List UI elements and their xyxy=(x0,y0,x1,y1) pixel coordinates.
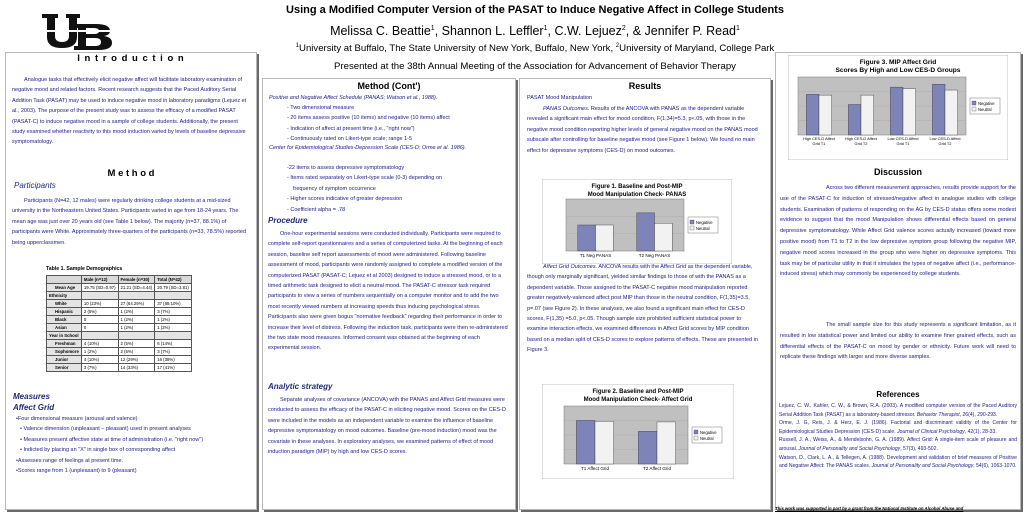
category-label: T1 Neg PANAS xyxy=(579,253,612,258)
references-list xyxy=(779,402,1017,471)
bar-negative xyxy=(932,84,945,135)
reference-journal: Journal of Clinical Psychology xyxy=(897,428,965,435)
table-cell xyxy=(155,292,192,300)
list-item: • Measures present affective state at time of administration (i.e. "right now") xyxy=(20,436,204,443)
category-label: High CES-D Affect xyxy=(803,136,835,141)
reference-text: , 42(1), 28-33. xyxy=(964,428,997,435)
author-sup: 1 xyxy=(736,24,740,32)
table-row-label: Ethnicity xyxy=(47,292,82,300)
figure-1-chart xyxy=(542,179,732,264)
affect-outcomes-label: Affect Grid Outcomes. xyxy=(543,264,598,270)
introduction-heading: I n t r o d u c t i o n xyxy=(77,53,185,64)
table-cell: 3 (7%) xyxy=(155,308,192,316)
table-row xyxy=(47,332,192,340)
table-cell: 4 (10%) xyxy=(81,356,118,364)
table-row xyxy=(47,340,192,348)
table-row-label: Freshman xyxy=(47,340,82,348)
list-item: - Coefficient alpha = .78 xyxy=(287,206,346,213)
category-label: Grid T2 xyxy=(854,141,868,147)
legend-label: Negative xyxy=(700,430,717,435)
affect-grid-heading: Affect Grid xyxy=(13,403,55,412)
list-item: •Four dimensional measure (arousal and valence) xyxy=(16,416,138,422)
table-row xyxy=(47,308,192,316)
meeting-line: Presented at the 38th Annual Meeting of the Association for Advancement of Behavior Therapy xyxy=(334,61,736,72)
demographics-table xyxy=(46,275,192,372)
bar-negative xyxy=(806,94,819,135)
procedure-text: One-hour experimental sessions were conducted individually. Participants were required to complete self-report questionnaires and a series of computerized tasks. At the beginning of each session, baseline self report assessments of mood were administered. Following baseline assessment of mood, participants were randomly assigned to complete a modified version of the computerized PASAT (PASAT-C; Lejuez et al 2003) designed to induce a stressed mood, or to a timed arithmetic task designed to elicit a neutral mood. The PASAT-C stressor task required participants to view a series of numbers sequentially on a computer monitor and to add the two most recently viewed numbers at increasing speeds thus inducing psychological stress. Participants also were given bogus "normative feedback" regarding their performance in order to increase their level of distress. Following the induction task, participants were then re-administered the two state mood measures. Informed consent was obtained at the beginning of each experimental session. xyxy=(268,231,508,352)
table-row-label: Senior xyxy=(47,364,82,372)
list-item: frequency of symptom occurrence xyxy=(293,185,376,192)
legend-swatch xyxy=(972,101,976,105)
bar-negative xyxy=(638,431,657,464)
author-name: Jennifer P. Read xyxy=(644,24,737,38)
author-sup: 1 xyxy=(430,24,435,32)
table-header-cell: Female (n=30) xyxy=(118,276,155,284)
ub-logo-icon xyxy=(38,10,114,50)
measures-heading: Measures xyxy=(13,392,50,401)
bar-neutral xyxy=(861,95,874,135)
author-sup: 2 xyxy=(621,24,626,32)
table-cell: 14 (33%) xyxy=(118,364,155,372)
figure-3-chart xyxy=(788,55,1008,160)
table-cell: 10 (23%) xyxy=(81,300,118,308)
analytic-heading: Analytic strategy xyxy=(268,382,333,391)
intro-method-panel xyxy=(5,52,257,510)
list-item: •Assesses range of feelings at present time. xyxy=(16,457,124,464)
figure-3 xyxy=(788,55,1008,160)
results-panel xyxy=(519,78,771,510)
reference-text: , 26(4), 290-293. xyxy=(959,411,998,418)
chart-title: Mood Manipulation Check- Affect Grid xyxy=(583,397,693,403)
legend-label: Negative xyxy=(696,220,713,225)
category-label: T1 Affect Grid xyxy=(581,466,609,471)
legend-swatch xyxy=(690,226,694,230)
bar-negative xyxy=(848,105,861,135)
table-cell: 0 xyxy=(81,324,118,332)
table-title: Table 1. Sample Demographics xyxy=(46,266,123,272)
bar-neutral xyxy=(595,421,614,464)
reference-text: , 57(3), 493-502. xyxy=(900,445,938,452)
table-row-label: Year in School xyxy=(47,332,82,340)
table-cell: 2 (5%) xyxy=(81,308,118,316)
table-cell: 20.79 (SD=3.81) xyxy=(155,284,192,292)
reference-journal: Journal of Personality and Social Psychology xyxy=(871,463,974,470)
table-cell: 6 (14%) xyxy=(155,340,192,348)
category-label: High CES-D Affect xyxy=(845,136,877,141)
legend-label: Negative xyxy=(978,101,995,106)
authors-line: Melissa C. Beattie$^1$, Shannon L. Leffler$^1$, C.W. Lejuez$^2$, & Jennifer P. Read$^1$ xyxy=(330,24,740,38)
panas-outcomes-text xyxy=(527,104,763,156)
table-header-cell: Male (n=12) xyxy=(81,276,118,284)
table-cell: 1 (2%) xyxy=(118,324,155,332)
category-label: Grid T1 xyxy=(896,141,910,147)
table-cell: 2 (5%) xyxy=(118,348,155,356)
table-cell xyxy=(81,292,118,300)
table-cell: 1 (2%) xyxy=(155,316,192,324)
bar-negative xyxy=(890,87,903,135)
introduction-text: Analogue tasks that effectively elicit negative affect will facilitate laboratory examination of negative mood and related factors. Recent research suggests that the Paced Auditory Serial Addition Task (PASAT) may be used to induce negative mood in laboratory paradigms (Lejuez et al., 2003). The purpose of the present study was to assess the efficacy of a modified PASAT (PASAT-C) to induce negative mood in a sample of college students. Additionally, the present study examined whether reactivity to this mood induction varied by levels of baseline depressive symptomatology. xyxy=(12,77,247,146)
reference-journal: Behavior Therapist xyxy=(916,411,960,418)
list-item: - 20 items assess positive (10 items) and negative (10 items) affect xyxy=(287,115,450,122)
method-cont-heading: Method (Cont') xyxy=(357,81,421,91)
ub-logo xyxy=(38,10,114,50)
bar-neutral xyxy=(903,89,916,135)
participants-text: Participants (N=42, 12 males) were regularly drinking college students at a mid-sized university in the Northeastern United States. Participants varied in age from 18-24 years. The mean age was just over 20 years old (see Table 1 below). The majority (n=37, 88.1%) of participants were White. Approximately three-quarters of the participants (n=33, 78.5%) reported being upperclassmen. xyxy=(12,198,247,246)
list-item: • Indicted by placing an "X" in single box of corresponding affect xyxy=(20,447,176,454)
author-name: C.W. Lejuez xyxy=(554,24,622,38)
funding-note: This work was supported in part by a grant from the National Institute on Alcohol Abuse and xyxy=(775,506,964,511)
reference-text: Watson, D., Clark, L. A., & Tellegen, A. (1988). Development and validation of brief measures of Positive and Negative Affect: The PANAS scales. xyxy=(779,454,1017,470)
category-label: Grid T2 xyxy=(938,141,952,147)
author-name: Melissa C. Beattie xyxy=(330,24,431,38)
table-cell: 3 (7%) xyxy=(155,348,192,356)
reference-item xyxy=(779,419,1017,436)
table-row-label: Black xyxy=(47,316,82,324)
category-label: Low CES-D Affect xyxy=(887,136,919,141)
table-row xyxy=(47,356,192,364)
legend-swatch xyxy=(690,220,694,224)
bar-neutral xyxy=(657,422,676,464)
legend-label: Neutral xyxy=(700,436,714,441)
affiliation-2: University of Maryland, College Park xyxy=(619,43,775,55)
table-cell: 16 (38%) xyxy=(155,356,192,364)
reference-item xyxy=(779,454,1017,471)
discussion-heading: Discussion xyxy=(873,167,922,177)
table-cell: 4 (10%) xyxy=(81,340,118,348)
list-item: -22 items to assess depressive symptomatology xyxy=(287,165,405,171)
table-cell: 19.75 (SD=0.97) xyxy=(81,284,118,292)
cesd-heading: Center for Epidemiological Studies-Depression Scale (CES-D; Orme et al. 1986). xyxy=(269,145,467,151)
bar-negative xyxy=(576,421,595,465)
affect-grid-list xyxy=(16,414,252,476)
reference-text: Russell, J. A., Weiss, A., & Mendelsohn, G. A. (1989). Affect Grid: A single-item scale of pleasure and arousal. xyxy=(779,437,1017,452)
legend-label: Neutral xyxy=(696,226,710,231)
chart-title: Figure 1. Baseline and Post-MIP xyxy=(591,184,683,190)
affiliations xyxy=(270,43,800,54)
reference-item xyxy=(779,436,1017,453)
table-cell: 2 (5%) xyxy=(118,340,155,348)
method-heading: M e t h o d xyxy=(107,168,155,179)
table-row xyxy=(47,292,192,300)
list-item: - Items rated separately on Likert-type scale (0-3) depending on xyxy=(287,175,442,182)
table-cell: 1 (2%) xyxy=(118,316,155,324)
panas-outcomes-body: Results of the ANCOVA with PANAS as the dependent variable revealed a significant main effect for mood condition, F(1,34)=5.3, p<.05, with those in the negative mood condition reporting higher levels of general negative mood on the PANAS mood subscale after controlling for baseline negative mood (see Figure 1 below). We found no main effect for depressive symptoms (CES-D) on mood outcomes. xyxy=(527,106,758,154)
table-header-cell: Total (N=42) xyxy=(155,276,192,284)
table-cell xyxy=(155,332,192,340)
table-cell: 17 (41%) xyxy=(155,364,192,372)
list-item: - Continuously rated on Likert-type scale; range 1-5 xyxy=(287,136,413,143)
category-label: Low CES-D Affect xyxy=(929,136,961,141)
legend-swatch xyxy=(694,430,698,434)
table-row-label: Sophomore xyxy=(47,348,82,356)
affiliation-sup: 1 xyxy=(295,43,300,49)
affect-outcomes-body: ANCOVA results with the Affect Grid as the dependent variable, though only marginally significant, yielded similar findings to those of with the PANAS as a dependent variable. Those assigned to the PASAT-C negative mood manipulation reported greater negatively-valenced affect post MIP than those in the neutral condition, F(1,35)=3.5, p=.07 (see Figure 2). In these analyses, we also found a significant main effect for CES-D scores, F(1,35) =5.0, p<.05. Though sample size prohibited sufficient statistical power to examine interaction effects, we examined differences in Affect Grid scores by MIP condition based on a median split of CES-D scores to explore patterns of effects. These are presented in Figure 3. xyxy=(527,264,758,354)
bar-negative xyxy=(637,213,655,251)
list-item: • Valence dimension (unpleasant – pleasant) used in present analyses xyxy=(20,426,191,433)
bar-neutral xyxy=(655,223,673,251)
procedure-heading: Procedure xyxy=(268,216,308,225)
chart-title: Mood Manipulation Check- PANAS xyxy=(587,192,687,198)
table-header-cell xyxy=(47,276,82,284)
author-sup: 1 xyxy=(543,24,548,32)
legend-label: Neutral xyxy=(978,107,992,112)
reference-item xyxy=(779,402,1017,419)
table-cell xyxy=(118,292,155,300)
table-row-label: Asian xyxy=(47,324,82,332)
table-row-label: Junior xyxy=(47,356,82,364)
participants-heading: Participants xyxy=(14,181,56,190)
bar-neutral xyxy=(819,95,832,135)
pasat-mood-subheading: PASAT Mood Manipulation xyxy=(527,95,593,101)
references-heading: References xyxy=(876,390,920,399)
table-row-label: Mean Age xyxy=(47,284,82,292)
affect-outcomes-text xyxy=(527,262,763,356)
category-label: T2 Affect Grid xyxy=(643,466,671,471)
panas-heading: Positive and Negative Affect Schedule (PANAS; Watson et al., 1988). xyxy=(269,95,438,101)
panas-list xyxy=(287,103,513,145)
reference-journal: Journal of Personality and Social Psychology xyxy=(798,445,901,452)
list-item: •Scores range from 1 (unpleasant) to 9 (pleasant) xyxy=(16,468,137,475)
figure-1 xyxy=(542,179,732,264)
table-cell: 0 xyxy=(81,316,118,324)
chart-title: Figure 2. Baseline and Post-MIP xyxy=(592,389,684,395)
discussion-text-1: Across two different measurement approaches, results provide support for the use of the PASAT-C for induction of stressed/negative affect in analogue studies with college students. Examination of patterns of responding on the AG by CES-D status offers some modest evidence to suggest that the mood Manipulation shows differential effects based on general depressive symptomatology. While Affect Grid valence scores actually increased (toward more positive mood) from T1 to T2 in the low depressive symptom group following the negative MIP, negative mood scores increased in the group who were higher on depressive symptoms. This task may be of particular utility in that it simulates the types of negative affect (i.e., performance-induced stress) which may commonly be experienced by college students. xyxy=(780,185,1016,278)
figure-2-chart xyxy=(542,384,734,479)
category-label: T2 Neg PANAS xyxy=(638,253,671,258)
table-cell: 37 (88.10%) xyxy=(155,300,192,308)
table-cell: 12 (29%) xyxy=(118,356,155,364)
chart-title: Scores By High and Low CES-D Groups xyxy=(835,67,961,74)
legend-swatch xyxy=(972,107,976,111)
table-row-label: White xyxy=(47,300,82,308)
demographics-table-wrap xyxy=(46,275,192,372)
table-row xyxy=(47,316,192,324)
table-cell: 21.21 (SD=4.44) xyxy=(118,284,155,292)
table-row xyxy=(47,348,192,356)
table-cell: 27 (64.29%) xyxy=(118,300,155,308)
reference-text: Orme, J. G, Reis, J. & Herz, E. J. (1986). Factorial and discriminant validity of the Center for Epidemiological Studies Depression (CES-D) scale. xyxy=(779,420,1017,435)
chart-title: Figure 3. MIP Affect Grid xyxy=(859,59,937,66)
table-cell: 3 (7%) xyxy=(81,364,118,372)
list-item: - Higher scores indicative of greater depression xyxy=(287,196,403,203)
author-name: Shannon L. Leffler xyxy=(441,24,544,38)
discussion-panel xyxy=(775,52,1021,510)
poster-title: Using a Modified Computer Version of the PASAT to Induce Negative Affect in College Students xyxy=(286,4,784,16)
table-row xyxy=(47,300,192,308)
reference-text: Lejuez, C. W., Kahler, C. W., & Brown, R.A. (2003). A modified computer version of the Paced Auditory Serial Addition Task (PASAT) as a laboratory-based stressor. xyxy=(779,403,1017,418)
category-label: Grid T1 xyxy=(812,141,826,147)
table-row xyxy=(47,324,192,332)
table-cell: 1 (2%) xyxy=(155,324,192,332)
table-row xyxy=(47,284,192,292)
legend-swatch xyxy=(694,436,698,440)
bar-neutral xyxy=(596,225,614,251)
cesd-list xyxy=(287,163,513,215)
bar-negative xyxy=(578,225,596,251)
method-cont-panel xyxy=(262,78,516,510)
table-row xyxy=(47,364,192,372)
panas-outcomes-label: PANAS Outcomes. xyxy=(543,106,590,112)
reference-text: , 54(6), 1063-1070. xyxy=(973,463,1017,470)
affiliation-sup: 2 xyxy=(615,43,620,49)
table-cell xyxy=(118,332,155,340)
list-item: - Indication of affect at present time (i.e., "right now") xyxy=(287,125,415,132)
table-cell xyxy=(81,332,118,340)
affiliation-1: University at Buffalo, The State University of New York, Buffalo, New York, xyxy=(299,43,616,55)
discussion-text-2: The small sample size for this study represents a significant limitation, as it resulted in low statistical power and limited our ability to examine finer grained effects, such as differential effects of the PASAT-C on mood by gender or ethnicity. Future work will need to replicate these findings with larger and more diverse samples. xyxy=(780,322,1016,361)
results-heading: Results xyxy=(628,81,662,91)
bar-neutral xyxy=(945,90,958,135)
figure-2 xyxy=(542,384,734,479)
analytic-text: Separate analyses of covariance (ANCOVA) with the PANAS and Affect Grid measures were conducted to assess the efficacy of the PASAT-C in eliciting negative mood. Scores on the CES-D were included in the models as an independent variable to examine the influence of baseline depressive symptomatology on mood outcomes. Baseline (pre-mood induction) mood was the covariate in these analyses. In exploratory analyses, we examined patterns of effect of mood induction paradigm (MIP) by high and low CES-D scores. xyxy=(268,397,506,456)
table-row-label: Hispanic xyxy=(47,308,82,316)
table-cell: 1 (2%) xyxy=(81,348,118,356)
list-item: - Two dimensional measure xyxy=(287,105,355,111)
table-cell: 1 (2%) xyxy=(118,308,155,316)
